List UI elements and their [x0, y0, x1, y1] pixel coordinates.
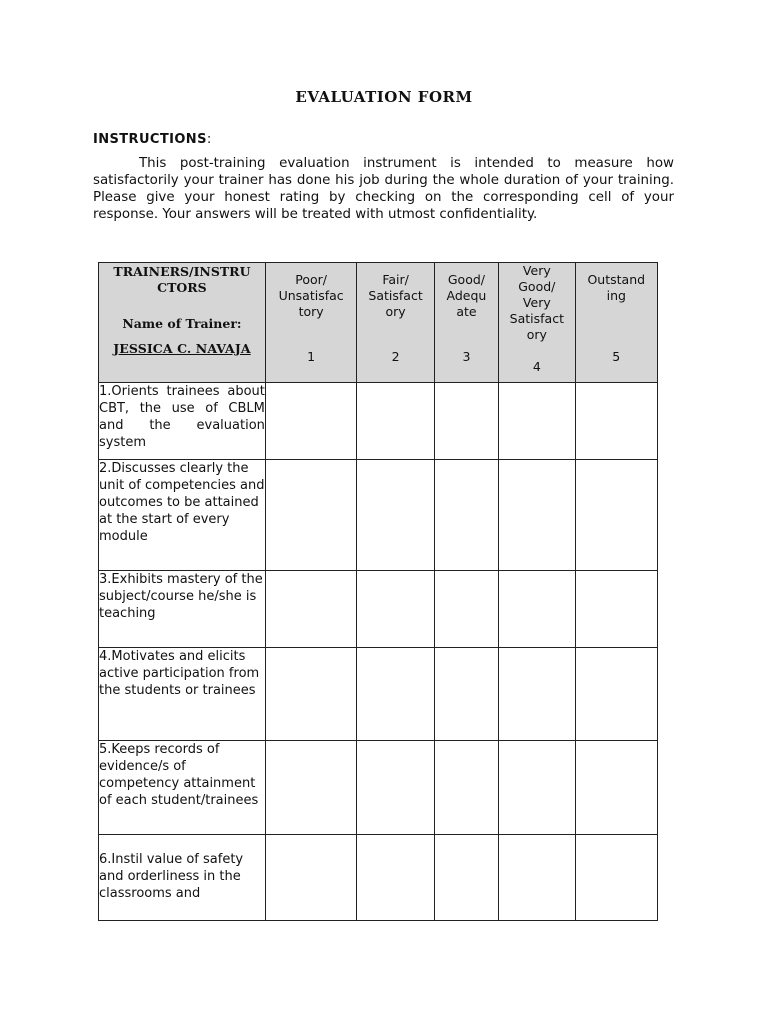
- rating-cell-poor[interactable]: [265, 835, 356, 921]
- table-row: [99, 460, 658, 571]
- rating-cell-very-good[interactable]: [499, 571, 575, 648]
- criterion-text: [99, 741, 265, 809]
- rating-label: [435, 263, 498, 320]
- criterion-text: [99, 383, 265, 451]
- rating-cell-poor[interactable]: [265, 383, 356, 460]
- trainers-label: [99, 263, 265, 296]
- table-row: [99, 383, 658, 460]
- rating-cell-good[interactable]: [434, 460, 498, 571]
- rating-cell-very-good[interactable]: [499, 835, 575, 921]
- rating-cell-fair[interactable]: [357, 460, 434, 571]
- criterion-text: [99, 460, 265, 545]
- rating-cell-very-good[interactable]: [499, 648, 575, 741]
- criterion-number: 2.: [99, 461, 112, 476]
- instructions-text: This post-training evaluation instrument is intended to measure how satisfactorily your trainer has done his job during the whole duration of your training. Please give your honest rating by checking on the corresponding cell of your response. Your answers will be treated with utmost confidentiality.: [93, 156, 674, 222]
- criterion-description: Motivates and elicits active participation from the students or trainees: [99, 649, 260, 698]
- rating-cell-poor[interactable]: [265, 460, 356, 571]
- rating-label: [357, 263, 433, 320]
- rating-cell-fair[interactable]: [357, 383, 434, 460]
- rating-label-line: tory: [298, 304, 324, 319]
- trainer-name: JESSICA C. NAVAJA: [113, 341, 251, 356]
- rating-cell-fair[interactable]: [357, 648, 434, 741]
- criterion-number: 6.: [99, 852, 112, 867]
- rating-label: [266, 263, 356, 320]
- criterion-cell: [99, 571, 266, 648]
- criterion-text: [99, 835, 265, 902]
- trainers-label-line: TRAINERS/INSTRU: [113, 264, 251, 279]
- criterion-cell: [99, 648, 266, 741]
- rating-cell-outstanding[interactable]: [575, 571, 657, 648]
- rating-label-line: Very: [522, 263, 551, 278]
- rating-cell-outstanding[interactable]: [575, 648, 657, 741]
- table-row: [99, 648, 658, 741]
- rating-header-2: [357, 263, 434, 383]
- criterion-text: [99, 648, 265, 699]
- rating-label-line: Satisfact: [368, 288, 423, 303]
- rating-cell-good[interactable]: [434, 571, 498, 648]
- rating-cell-good[interactable]: [434, 648, 498, 741]
- instructions-colon: :: [206, 132, 212, 147]
- table-row: [99, 741, 658, 835]
- rating-label-line: Adequ: [446, 288, 487, 303]
- rating-cell-fair[interactable]: [357, 741, 434, 835]
- trainers-label-line: CTORS: [157, 280, 207, 295]
- rating-cell-good[interactable]: [434, 835, 498, 921]
- criterion-description: Discusses clearly the unit of competencies and outcomes to be attained at the start of every module: [99, 461, 265, 544]
- rating-number: 3: [462, 349, 471, 364]
- rating-label-line: Very: [522, 295, 551, 310]
- page-title: EVALUATION FORM: [295, 88, 473, 106]
- table-row: [99, 835, 658, 921]
- rating-label-line: Good/: [447, 272, 486, 287]
- rating-cell-outstanding[interactable]: [575, 741, 657, 835]
- rating-label-line: Good/: [518, 279, 556, 294]
- rating-label-line: ory: [385, 304, 406, 319]
- criterion-cell: [99, 741, 266, 835]
- rating-cell-outstanding[interactable]: [575, 460, 657, 571]
- rating-label-line: Fair/: [382, 272, 409, 287]
- rating-label-line: ing: [606, 288, 626, 303]
- instructions-label: INSTRUCTIONS: [93, 132, 207, 147]
- rating-label-line: Satisfact: [509, 311, 564, 326]
- criterion-cell: [99, 835, 266, 921]
- rating-cell-poor[interactable]: [265, 648, 356, 741]
- rating-label-line: Unsatisfac: [278, 288, 344, 303]
- criterion-text: [99, 571, 265, 622]
- criterion-cell: [99, 383, 266, 460]
- criterion-description: Orients trainees about CBT, the use of CBLM and the evaluation system: [99, 384, 265, 450]
- rating-label-line: Poor/: [295, 272, 327, 287]
- name-of-trainer-label: Name of Trainer:: [122, 316, 242, 331]
- rating-cell-good[interactable]: [434, 383, 498, 460]
- table-row: [99, 571, 658, 648]
- rating-header-1: [265, 263, 356, 383]
- rating-cell-good[interactable]: [434, 741, 498, 835]
- criterion-number: 5.: [99, 742, 112, 757]
- criterion-number: 1.: [99, 384, 112, 399]
- rating-cell-outstanding[interactable]: [575, 835, 657, 921]
- rating-number: 1: [307, 349, 316, 364]
- rating-label-line: Outstand: [587, 272, 646, 287]
- rating-label: [499, 263, 574, 343]
- rating-cell-outstanding[interactable]: [575, 383, 657, 460]
- evaluation-table: [98, 262, 658, 921]
- criterion-number: 4.: [99, 649, 112, 664]
- rating-number: 2: [391, 349, 400, 364]
- table-header-row: [99, 263, 658, 383]
- rating-label-line: ory: [526, 327, 547, 342]
- rating-cell-fair[interactable]: [357, 835, 434, 921]
- rating-cell-fair[interactable]: [357, 571, 434, 648]
- instructions-heading: [93, 132, 212, 147]
- criterion-description: Instil value of safety and orderliness in the classrooms and: [99, 852, 244, 901]
- criterion-cell: [99, 460, 266, 571]
- rating-cell-poor[interactable]: [265, 571, 356, 648]
- rating-cell-very-good[interactable]: [499, 741, 575, 835]
- criterion-description: Keeps records of evidence/s of competency attainment of each student/trainees: [99, 742, 259, 808]
- criterion-description: Exhibits mastery of the subject/course he/she is teaching: [99, 572, 263, 621]
- rating-label: [576, 263, 657, 304]
- rating-cell-very-good[interactable]: [499, 460, 575, 571]
- rating-header-4: [499, 263, 575, 383]
- rating-cell-very-good[interactable]: [499, 383, 575, 460]
- rating-number: 5: [612, 349, 621, 364]
- rating-header-5: [575, 263, 657, 383]
- rating-cell-poor[interactable]: [265, 741, 356, 835]
- rating-header-3: [434, 263, 498, 383]
- rating-label-line: ate: [456, 304, 477, 319]
- criterion-number: 3.: [99, 572, 112, 587]
- rating-number: 4: [532, 359, 541, 374]
- trainers-header-cell: [99, 263, 266, 383]
